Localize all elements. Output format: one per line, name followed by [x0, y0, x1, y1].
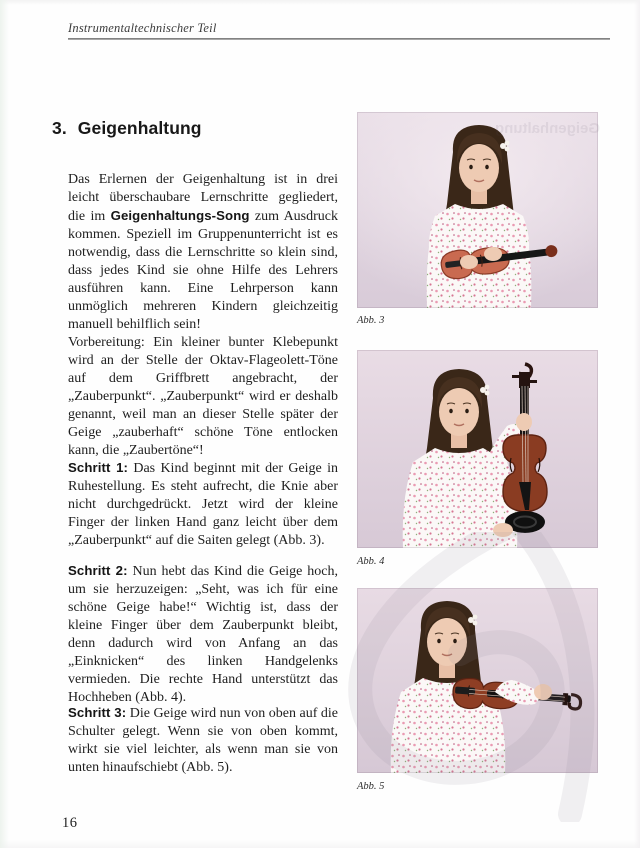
page-number: 16 — [62, 815, 78, 831]
caption-abb-3: Abb. 3 — [357, 315, 385, 326]
header-rule — [68, 38, 610, 40]
schritt-1-text: Das Kind beginnt mit der Geige in Ruhestellung. Es steht aufrecht, die Knie aber nicht durchgedrückt. Jetzt wird der kleine Finger der linken Hand ganz leicht über dem „Zauberpunkt“ auf die Saiten gelegt (Abb. 3). — [68, 461, 338, 548]
geigenhaltungs-song-bold: Geigenhaltungs-Song — [110, 208, 250, 223]
photo-girl-violin-upright — [357, 350, 598, 548]
figure-abb-4 — [357, 350, 598, 548]
figure-abb-5 — [357, 588, 598, 773]
schritt-1-label: Schritt 1: — [68, 460, 128, 475]
paragraph-schritt-1 — [68, 459, 338, 550]
schritt-3-text: Die Geige wird nun von oben auf die Schulter gelegt. Wenn sie von oben kommt, wirkt sie viel leichter, als wenn man sie von unten hinaufschiebt (Abb. 5). — [68, 706, 339, 775]
caption-abb-5: Abb. 5 — [357, 781, 385, 792]
schritt-2-text: Nun hebt das Kind die Geige hoch, um sie herzuzeigen: „Seht, was ich für eine schöne Geige habe!“ Wichtig ist, dass der kleine Finger über dem Zauberpunkt bleibt, denn dadurch wird von Anfang an das „Einknicken“ des linken Handgelenks vermieden. Die rechte Hand unterstützt das Hochheben (Abb. 4). — [68, 564, 338, 705]
section-title: Geigenhaltung — [77, 118, 202, 138]
intro-text-post: zum Ausdruck kommen. Speziell im Gruppenunterricht ist es notwendig, dass die Lernschritte so klein sind, dass jedes Kind sie ohne Hilfe des Lehrers ausführen kann. Eine Lehrperson kann unmöglich mehreren Kindern gleichzeitig manuell behilflich sein! — [68, 209, 338, 332]
schritt-3-label: Schritt 3: — [68, 705, 127, 720]
figure-abb-3 — [357, 112, 598, 308]
paragraph-vorbereitung: Vorbereitung: Ein kleiner bunter Klebepunkt wird an der Stelle der Oktav-Flageolett-Töne auf dem Griffbrett angebracht, der „Zauberpunkt“. „Zauberpunkt“ wird er deshalb genannt, weil man an dieser Stelle später der Geige „zauberhaft“ schöne Töne entlocken kann, die „Zaubertöne“! — [68, 335, 338, 458]
schritt-2-label: Schritt 2: — [68, 563, 128, 578]
intro-text-pre: Das Erlernen der Geigenhaltung ist in drei leicht überschaubare Lernschritte gegliedert, die im — [68, 172, 338, 224]
paragraph-schritt-3 — [68, 704, 338, 777]
photo-girl-violin-rest-position — [357, 112, 598, 308]
section-number: 3. — [52, 118, 67, 138]
photo-girl-violin-on-shoulder — [357, 588, 598, 773]
paragraph-intro — [68, 171, 338, 334]
section-heading — [52, 118, 202, 139]
paragraph-schritt-2 — [68, 562, 338, 707]
running-head: Instrumentaltechnischer Teil — [68, 21, 217, 35]
caption-abb-4: Abb. 4 — [357, 556, 385, 567]
